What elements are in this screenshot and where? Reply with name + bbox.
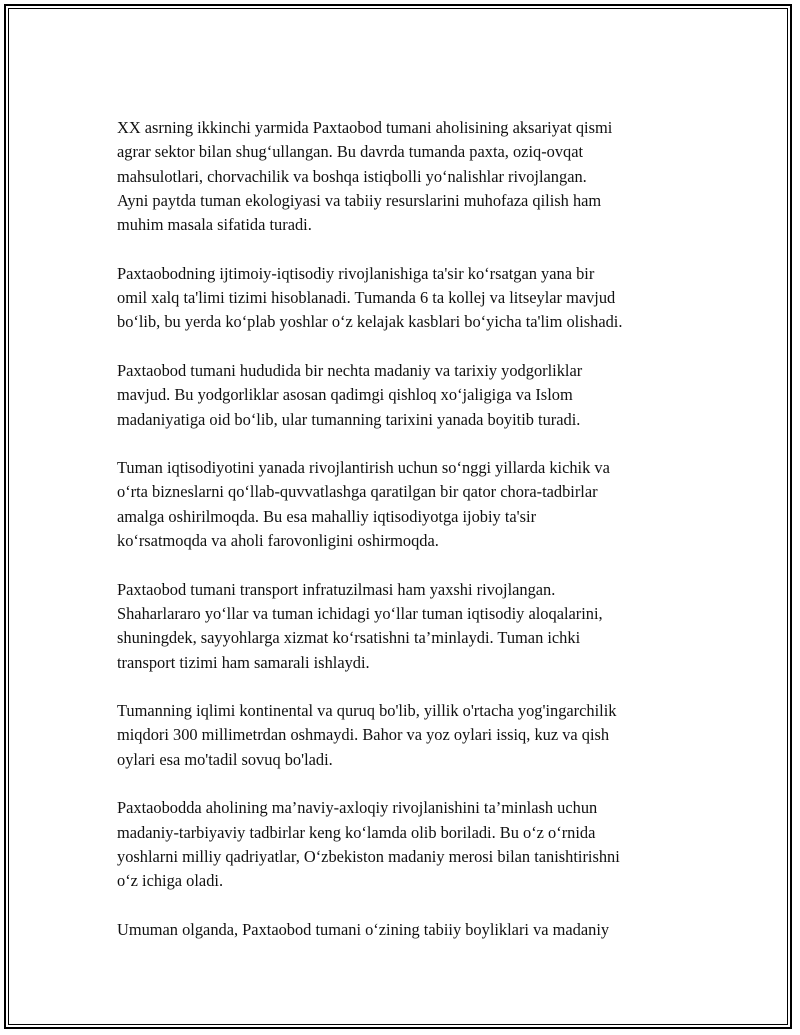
- document-body: [117, 116, 707, 966]
- paragraph-3: [117, 359, 707, 432]
- text-line: madaniyatiga oid boʻlib, ular tumanning tarixini yanada boyitib turadi.: [117, 409, 581, 429]
- text-line: Umuman olganda, Paxtaobod tumani oʻzining tabiiy boyliklari va madaniy: [117, 919, 610, 939]
- text-line: madaniy-tarbiyaviy tadbirlar keng koʻlamda olib boriladi. Bu oʻz oʻrnida: [117, 822, 596, 842]
- text-line: oʻrta bizneslarni qoʻllab-quvvatlashga qaratilgan bir qator chora-tadbirlar: [117, 482, 598, 502]
- text-line: oylari esa mo'tadil sovuq bo'ladi.: [117, 749, 333, 769]
- text-line: miqdori 300 millimetrdan oshmaydi. Bahor va yoz oylari issiq, kuz va qish: [117, 725, 610, 745]
- text-line: Ayni paytda tuman ekologiyasi va tabiiy resurslarini muhofaza qilish ham: [117, 190, 602, 210]
- paragraph-1: [117, 116, 707, 237]
- text-line: Shaharlararo yoʻllar va tuman ichidagi yoʻllar tuman iqtisodiy aloqalarini,: [117, 603, 603, 623]
- text-line: Paxtaobodning ijtimoiy-iqtisodiy rivojlanishiga ta'sir koʻrsatgan yana bir: [117, 263, 595, 283]
- text-line: XX asrning ikkinchi yarmida Paxtaobod tumani aholisining aksariyat qismi: [117, 118, 613, 137]
- paragraph-7: [117, 796, 707, 893]
- paragraph-5: [117, 578, 707, 675]
- text-line: Paxtaobod tumani transport infratuzilmasi ham yaxshi rivojlangan.: [117, 579, 556, 599]
- text-line: Paxtaobod tumani hududida bir nechta madaniy va tarixiy yodgorliklar: [117, 360, 583, 380]
- paragraph-8: [117, 918, 707, 942]
- text-line: shuningdek, sayyohlarga xizmat koʻrsatishni ta’minlaydi. Tuman ichki: [117, 628, 581, 648]
- text-line: amalga oshirilmoqda. Bu esa mahalliy iqtisodiyotga ijobiy ta'sir: [117, 506, 537, 526]
- text-line: Tumanning iqlimi kontinental va quruq bo'lib, yillik o'rtacha yog'ingarchilik: [117, 701, 617, 721]
- text-line: mavjud. Bu yodgorliklar asosan qadimgi qishloq xoʻjaligiga va Islom: [117, 385, 573, 405]
- text-line: mahsulotlari, chorvachilik va boshqa istiqbolli yoʻnalishlar rivojlangan.: [117, 166, 587, 186]
- text-line: Tuman iqtisodiyotini yanada rivojlantirish uchun soʻnggi yillarda kichik va: [117, 458, 610, 478]
- paragraph-4: [117, 456, 707, 553]
- text-line: koʻrsatmoqda va aholi farovonligini oshirmoqda.: [117, 531, 439, 551]
- text-line: oʻz ichiga oladi.: [117, 871, 224, 891]
- text-line: yoshlarni milliy qadriyatlar, Oʻzbekiston madaniy merosi bilan tanishtirishni: [117, 846, 620, 866]
- paragraph-6: [117, 699, 707, 772]
- text-line: muhim masala sifatida turadi.: [117, 215, 312, 235]
- text-line: agrar sektor bilan shugʻullangan. Bu davrda tumanda paxta, oziq-ovqat: [117, 142, 584, 162]
- paragraph-2: [117, 262, 707, 335]
- text-line: omil xalq ta'limi tizimi hisoblanadi. Tumanda 6 ta kollej va litseylar mavjud: [117, 288, 616, 308]
- text-line: boʻlib, bu yerda koʻplab yoshlar oʻz kelajak kasblari boʻyicha ta'lim olishadi.: [117, 312, 623, 332]
- text-line: transport tizimi ham samarali ishlaydi.: [117, 652, 370, 672]
- text-line: Paxtaobodda aholining ma’naviy-axloqiy rivojlanishini ta’minlash uchun: [117, 798, 598, 818]
